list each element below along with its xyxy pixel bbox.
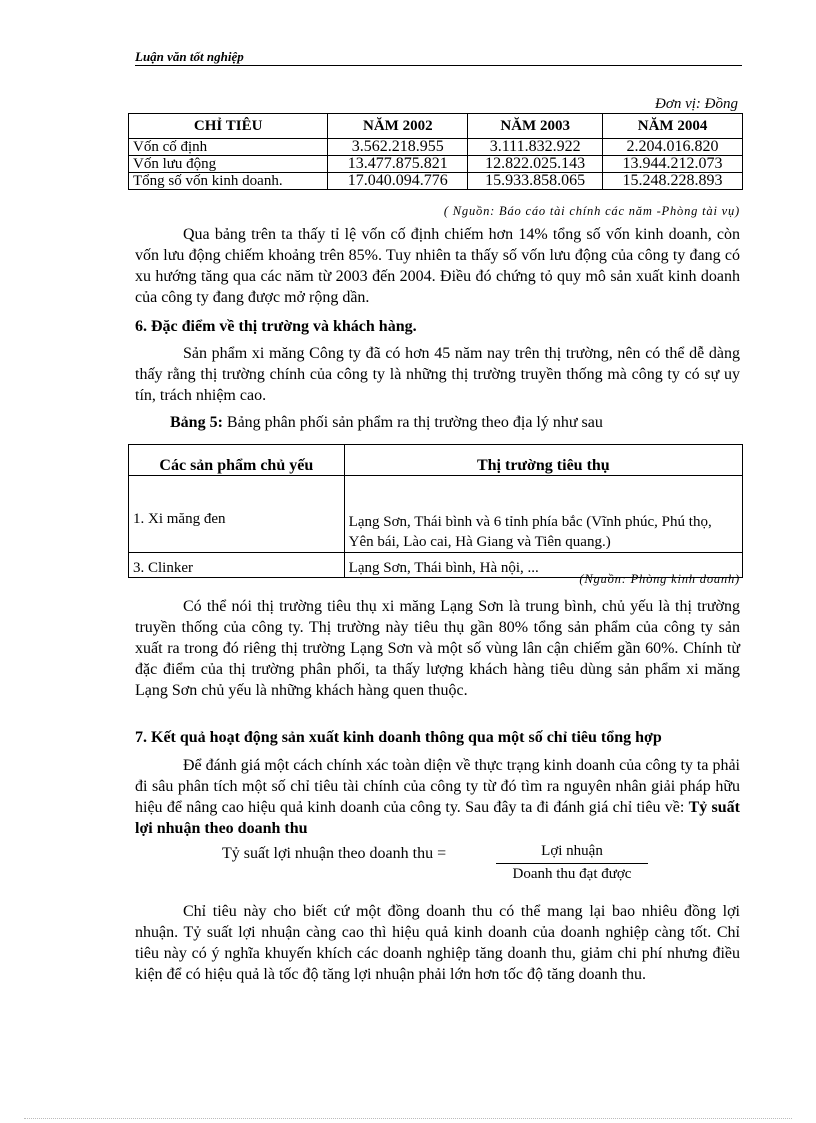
table-row: [129, 476, 743, 553]
column-header: CHỈ TIÊU: [129, 114, 328, 139]
paragraph-text: Để đánh giá một cách chính xác toàn diện về thực trạng kinh doanh của công ty ta phải đi sâu phân tích một số chỉ tiêu tài chính của công ty từ đó tìm ra nguyên nhân giải pháp hữu hiệu để nâng cao hiệu quả kinh doanh của công ty. Sau đây ta đi đánh giá chỉ tiêu về:: [135, 757, 740, 816]
column-header: NĂM 2003: [468, 114, 603, 139]
paragraph-text: Qua bảng trên ta thấy tỉ lệ vốn cố định chiếm hơn 14% tổng số vốn kinh doanh, còn vốn lưu động chiếm khoảng trên 85%. Tuy nhiên ta thấy số vốn lưu động của công ty đang có xu hướng tăng qua các năm từ 2003 đến 2004. Điều đó chứng tỏ quy mô sản xuất kinh doanh của công ty đang được mở rộng dần.: [135, 226, 740, 306]
table-header-row: [129, 114, 743, 139]
cell-value: 3.111.832.922: [468, 139, 603, 156]
cell-value: 17.040.094.776: [328, 173, 468, 190]
paragraph-market: [135, 343, 740, 406]
paragraph-capital: [135, 224, 740, 308]
formula-numerator: Lợi nhuận: [541, 843, 603, 859]
table-row: [129, 139, 743, 156]
paragraph-text: Chỉ tiêu này cho biết cứ một đồng doanh thu có thể mang lại bao nhiêu đồng lợi nhuận. Tỷ suất lợi nhuận càng cao thì hiệu quả kinh doanh của doanh nghiệp càng tốt. Chỉ tiêu này có ý nghĩa khuyến khích các doanh nghiệp tăng doanh thu, giảm chi phí nhưng điều kiện để có hiệu quả là tốc độ tăng lợi nhuận phải lớn hơn tốc độ tăng doanh thu.: [135, 903, 740, 983]
table-row: [129, 156, 743, 173]
paragraph-evaluation: [135, 755, 740, 839]
fraction-line: [496, 863, 648, 864]
page-bottom-divider: [24, 1118, 792, 1119]
column-header: Các sản phẩm chủ yếu: [129, 445, 345, 476]
market-cell: Lạng Sơn, Thái bình và 6 tỉnh phía bắc (Vĩnh phúc, Phú thọ, Yên bái, Lào cai, Hà Giang và Tiên quang.): [344, 476, 742, 553]
table1-source: ( Nguồn: Báo cáo tài chính các năm -Phòng tài vụ): [443, 204, 740, 218]
formula-fraction: [496, 843, 648, 883]
market-cell: Lạng Sơn, Thái bình, Hà nội, ...: [344, 553, 742, 578]
table2-source: (Nguồn: Phòng kinh doanh): [579, 572, 740, 586]
paragraph-text: Sản phẩm xi măng Công ty đã có hơn 45 năm nay trên thị trường, nên có thể dễ dàng thấy rằng thị trường chính của công ty là những thị trường truyền thống mà công ty có sự uy tín, trách nhiệm cao.: [135, 345, 740, 404]
caption-text: Bảng phân phối sản phẩm ra thị trường theo địa lý như sau: [226, 414, 603, 431]
section-heading-7: 7. Kết quả hoạt động sản xuất kinh doanh thông qua một số chỉ tiêu tổng hợp: [135, 729, 662, 746]
section-heading-6: 6. Đặc điểm về thị trường và khách hàng.: [135, 318, 417, 335]
row-label: Tổng số vốn kinh doanh.: [129, 173, 328, 190]
paragraph-consumption: [135, 596, 740, 701]
formula-label: Tỷ suất lợi nhuận theo doanh thu =: [222, 845, 447, 862]
formula-denominator: Doanh thu đạt được: [512, 866, 632, 882]
caption-label: Bảng 5:: [170, 414, 223, 431]
column-header: Thị trường tiêu thụ: [344, 445, 742, 476]
cell-value: 15.248.228.893: [603, 173, 743, 190]
table-row: [129, 173, 743, 190]
cell-value: 13.477.875.821: [328, 156, 468, 173]
paragraph-text: Có thể nói thị trường tiêu thụ xi măng Lạng Sơn là trung bình, chủ yếu là thị trường truyền thống của công ty. Thị trường này tiêu thụ gần 80% tổng sản phẩm của công ty sản xuất ra trong đó riêng thị trường Lạng Sơn và một số vùng lân cận chiếm gần 60%. Chính từ đặc điểm của thị trường phân phối, ta thấy lượng khách hàng tiêu dùng sản phẩm xi măng Lạng Sơn chủ yếu là những khách hàng quen thuộc.: [135, 598, 740, 699]
capital-table: [128, 113, 743, 190]
unit-label: Đơn vị: Đồng: [655, 96, 738, 112]
product-cell: 1. Xi măng đen: [129, 476, 345, 553]
row-label: Vốn cố định: [129, 139, 328, 156]
table-header-row: [129, 445, 743, 476]
cell-value: 3.562.218.955: [328, 139, 468, 156]
product-cell: 3. Clinker: [129, 553, 345, 578]
row-label: Vốn lưu động: [129, 156, 328, 173]
cell-value: 15.933.858.065: [468, 173, 603, 190]
cell-value: 2.204.016.820: [603, 139, 743, 156]
table2-caption: [170, 414, 603, 432]
distribution-table: [128, 444, 743, 578]
cell-value: 12.822.025.143: [468, 156, 603, 173]
page-header: Luận văn tốt nghiệp: [135, 50, 742, 66]
cell-value: 13.944.212.073: [603, 156, 743, 173]
paragraph-meaning: [135, 901, 740, 985]
column-header: NĂM 2004: [603, 114, 743, 139]
column-header: NĂM 2002: [328, 114, 468, 139]
bold-term: Tỷ suất lợi nhuận theo doanh thu: [135, 799, 741, 837]
